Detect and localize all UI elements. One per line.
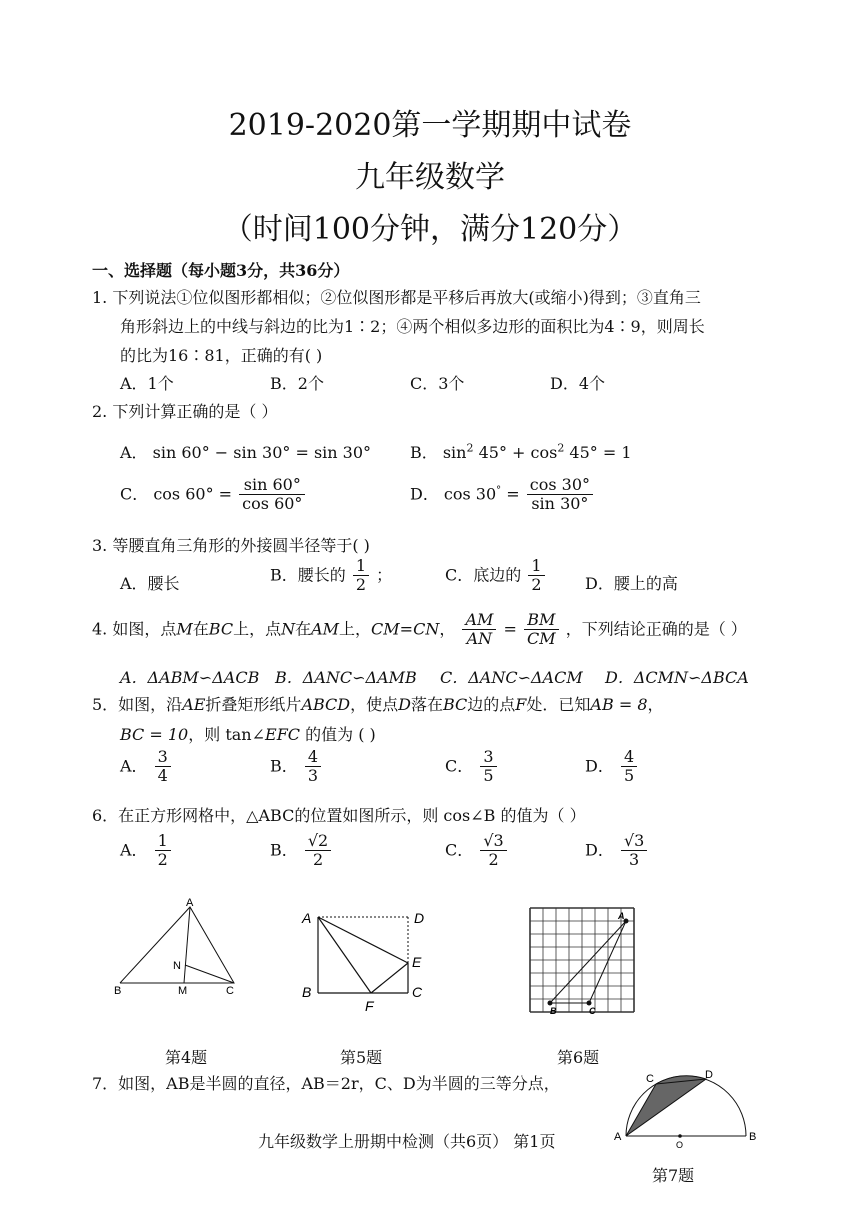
figure-6 [522, 900, 650, 1028]
fig4-segment-cn [185, 965, 234, 983]
fig4-label-m: M [178, 985, 188, 997]
q1-line2: 角形斜边上的中线与斜边的比为1∶2；④两个相似多边形的面积比为4∶9，则周长 [120, 317, 705, 336]
fig5-label-f: F [365, 998, 374, 1014]
figure-5 [298, 905, 438, 1017]
q3-stem: 3. 等腰直角三角形的外接圆半径等于( ) [92, 536, 370, 555]
q1-option-b: B．2个 [270, 374, 324, 393]
fig4-label-c: C [226, 985, 234, 997]
fig7-label-a: A [614, 1131, 622, 1143]
q5-line2: BC = 10，则 tan∠EFC 的值为 ( ) [120, 725, 376, 744]
q1-option-c: C．3个 [410, 374, 465, 393]
fig4-label-n: N [173, 960, 181, 972]
fig7-center-o [678, 1134, 682, 1138]
fig7-label-c: C [646, 1073, 654, 1085]
q3-option-d: D．腰上的高 [585, 574, 678, 593]
q4-option-a: A．ΔABM∽ΔACB [120, 668, 260, 687]
fig6-side-ca [589, 921, 626, 1003]
fig4-median-am [184, 907, 190, 983]
q6-option-c: C． $\frac{√3}{2}$ [445, 832, 509, 870]
q7-stem: 7．如图，AB是半圆的直径，AB＝2r，C、D为半圆的三等分点， [92, 1074, 560, 1093]
fig7-caption: 第7题 [652, 1166, 695, 1185]
q2-option-a: A． sin 60° − sin 30° = sin 30° [120, 443, 372, 462]
q4-option-c: C．ΔANC∽ΔACM [440, 668, 583, 687]
figure-4 [108, 895, 248, 1000]
q5-option-a: A． $\frac{3}{4}$ [120, 748, 173, 786]
page-subtitle: 九年级数学 [355, 160, 505, 195]
fig6-point-c [587, 1001, 592, 1006]
q3-option-b: B．腰长的 $\frac{1}{2}$ ； [270, 556, 393, 595]
fig6-side-ba [550, 921, 626, 1003]
q2-option-c: C． cos 60° = $\frac{\sin 60^\circ}{\cos 60^\circ}$ [120, 476, 307, 514]
fig6-label-c: C [589, 1006, 596, 1016]
fig5-segment-af [318, 917, 371, 993]
page-footer: 九年级数学上册期中检测（共6页） 第1页 [258, 1132, 556, 1151]
fig5-fold-ae [318, 917, 408, 963]
fig5-label-c: C [412, 984, 423, 1000]
q5-option-c: C． $\frac{3}{5}$ [445, 748, 499, 786]
fig7-shaded-region [626, 1076, 706, 1136]
fig7-label-d: D [705, 1069, 713, 1081]
fig4-label-a: A [186, 897, 194, 909]
page-title: 2019-2020第一学期期中试卷 [228, 108, 632, 143]
q5-option-d: D． $\frac{4}{5}$ [585, 748, 639, 786]
q6-option-a: A． $\frac{1}{2}$ [120, 832, 173, 870]
q1-line3: 的比为16∶81，正确的有( ) [120, 346, 323, 365]
fig6-label-b: B [550, 1006, 557, 1016]
fig6-label-a: A [618, 911, 625, 921]
q5-line1: 5．如图，沿AE折叠矩形纸片ABCD，使点D落在BC边的点F处．已知AB = 8， [92, 695, 664, 714]
q4-option-d: D．ΔCMN∽ΔBCA [605, 668, 749, 687]
section-heading: 一、选择题（每小题3分，共36分） [92, 261, 350, 280]
fig4-caption: 第4题 [165, 1048, 208, 1067]
fig6-caption: 第6题 [557, 1048, 600, 1067]
q1-line1: 1. 下列说法①位似图形都相似；②位似图形都是平移后再放大(或缩小)得到；③直角三 [92, 288, 701, 307]
q2-stem: 2. 下列计算正确的是（ ） [92, 402, 278, 421]
figure-7 [610, 1066, 760, 1148]
q6-option-d: D． $\frac{√3}{3}$ [585, 832, 649, 870]
q4-option-b: B．ΔANC∽ΔAMB [275, 668, 417, 687]
q3-option-c: C．底边的 $\frac{1}{2}$ [445, 557, 547, 595]
time-note: （时间100分钟，满分120分） [222, 212, 638, 247]
q4-stem: 4. 如图，点M在BC上，点N在AM上，CM=CN， $\frac{AM}{AN}$ = $\frac{BM}{CM}$ ，下列结论正确的是（ ） [92, 610, 747, 649]
fig7-label-o: O [676, 1140, 684, 1148]
fig5-label-a: A [302, 910, 312, 926]
fig6-point-b [548, 1001, 553, 1006]
q3-option-a: A．腰长 [120, 574, 180, 593]
q6-option-b: B． $\frac{√2}{2}$ [270, 832, 333, 870]
q1-option-d: D．4个 [550, 374, 606, 393]
q2-option-b: B． $\sin^2 45^\circ + \cos^2 45^\circ = 1$ [410, 441, 632, 462]
fig5-segment-fe [371, 963, 408, 993]
fig5-label-d: D [414, 910, 425, 926]
fig7-label-b: B [749, 1131, 757, 1143]
q6-stem: 6．在正方形网格中，△ABC的位置如图所示，则 cos∠B 的值为（ ） [92, 806, 586, 825]
q5-option-b: B． $\frac{4}{3}$ [270, 748, 323, 786]
fig6-grid [530, 908, 634, 1012]
q2-option-d: D． cos 30° = $\frac{\cos 30^\circ}{\sin 30^\circ}$ [410, 476, 595, 514]
fig5-caption: 第5题 [340, 1048, 383, 1067]
fig4-label-b: B [114, 985, 122, 997]
fig5-label-e: E [412, 954, 422, 970]
fig5-label-b: B [302, 984, 312, 1000]
q1-option-a: A．1个 [120, 374, 174, 393]
